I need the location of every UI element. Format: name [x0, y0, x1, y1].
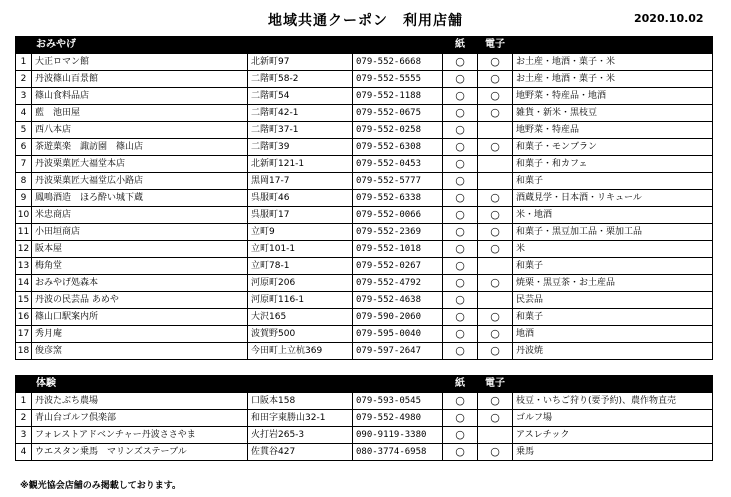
row-number: 16: [16, 309, 32, 326]
shop-category: 和菓子・モンブラン: [513, 139, 713, 156]
shop-category: お土産・地酒・菓子・米: [513, 54, 713, 71]
table-row: [16, 343, 713, 360]
shop-category: 和菓子・黒豆加工品・栗加工品: [513, 224, 713, 241]
shop-name: 丹波栗菓匠大福堂広小路店: [32, 173, 248, 190]
digital-coupon-mark: ○: [478, 54, 513, 71]
table-row: [16, 122, 713, 139]
shop-address: 二階町58-2: [248, 71, 353, 88]
shop-category: 和菓子: [513, 258, 713, 275]
taiken-header-row: [16, 376, 713, 393]
shop-address: 黒岡17-7: [248, 173, 353, 190]
paper-coupon-mark: ○: [443, 139, 478, 156]
row-number: 4: [16, 444, 32, 461]
shop-phone: 079-590-2060: [353, 309, 443, 326]
row-number: 6: [16, 139, 32, 156]
shop-phone: 079-552-0258: [353, 122, 443, 139]
shop-address: 二階町54: [248, 88, 353, 105]
digital-coupon-mark: ○: [478, 71, 513, 88]
shop-address: 河原町116-1: [248, 292, 353, 309]
shop-address: 北新町121-1: [248, 156, 353, 173]
paper-coupon-mark: ○: [443, 258, 478, 275]
row-number: 7: [16, 156, 32, 173]
shop-phone: 079-552-5555: [353, 71, 443, 88]
shop-address: 立町101-1: [248, 241, 353, 258]
shop-name: 俊彦窯: [32, 343, 248, 360]
shop-category: 丹波焼: [513, 343, 713, 360]
col-paper-header: 紙: [443, 376, 478, 393]
col-paper-header: 紙: [443, 37, 478, 54]
paper-coupon-mark: ○: [443, 88, 478, 105]
table-row: [16, 190, 713, 207]
paper-coupon-mark: ○: [443, 54, 478, 71]
row-number: 9: [16, 190, 32, 207]
shop-name: 丹波栗菓匠大福堂本店: [32, 156, 248, 173]
shop-phone: 079-552-4792: [353, 275, 443, 292]
paper-coupon-mark: ○: [443, 427, 478, 444]
taiken-heading: 体験: [16, 376, 248, 393]
row-number: 12: [16, 241, 32, 258]
shop-address: 佐貫谷427: [248, 444, 353, 461]
table-row: [16, 410, 713, 427]
paper-coupon-mark: ○: [443, 343, 478, 360]
digital-coupon-mark: ○: [478, 343, 513, 360]
col-digital-header: 電子: [478, 376, 513, 393]
shop-phone: 079-552-1188: [353, 88, 443, 105]
row-number: 13: [16, 258, 32, 275]
shop-category: 地野菜・特産品: [513, 122, 713, 139]
shop-phone: 079-597-2647: [353, 343, 443, 360]
shop-address: 二階町42-1: [248, 105, 353, 122]
shop-address: 大沢165: [248, 309, 353, 326]
table-row: [16, 173, 713, 190]
shop-address: 立町78-1: [248, 258, 353, 275]
paper-coupon-mark: ○: [443, 275, 478, 292]
shop-phone: 079-552-6668: [353, 54, 443, 71]
row-number: 3: [16, 88, 32, 105]
digital-coupon-mark: ○: [478, 275, 513, 292]
table-row: [16, 309, 713, 326]
taiken-table: [15, 375, 713, 461]
omiyage-header-row: [16, 37, 713, 54]
table-row: [16, 427, 713, 444]
shop-category: 米: [513, 241, 713, 258]
shop-category: アスレチック: [513, 427, 713, 444]
paper-coupon-mark: ○: [443, 224, 478, 241]
paper-coupon-mark: ○: [443, 207, 478, 224]
shop-category: 乗馬: [513, 444, 713, 461]
digital-coupon-mark: [478, 258, 513, 275]
shop-name: 米忠商店: [32, 207, 248, 224]
row-number: 2: [16, 410, 32, 427]
table-row: [16, 444, 713, 461]
shop-phone: 079-552-2369: [353, 224, 443, 241]
paper-coupon-mark: ○: [443, 309, 478, 326]
paper-coupon-mark: ○: [443, 326, 478, 343]
shop-phone: 079-552-4638: [353, 292, 443, 309]
shop-phone: 080-3774-6958: [353, 444, 443, 461]
shop-name: おみやげ処森本: [32, 275, 248, 292]
paper-coupon-mark: ○: [443, 105, 478, 122]
paper-coupon-mark: ○: [443, 190, 478, 207]
shop-address: 今田町上立杭369: [248, 343, 353, 360]
date-label: 2020.10.02: [634, 12, 704, 25]
row-number: 5: [16, 122, 32, 139]
shop-category: 米・地酒: [513, 207, 713, 224]
shop-name: フォレストアドベンチャー丹波ささやま: [32, 427, 248, 444]
paper-coupon-mark: ○: [443, 444, 478, 461]
shop-address: 河原町206: [248, 275, 353, 292]
shop-address: 波賀野500: [248, 326, 353, 343]
table-row: [16, 105, 713, 122]
omiyage-table: [15, 36, 713, 360]
shop-address: 二階町37-1: [248, 122, 353, 139]
digital-coupon-mark: ○: [478, 207, 513, 224]
digital-coupon-mark: ○: [478, 410, 513, 427]
row-number: 1: [16, 54, 32, 71]
shop-address: 呉服町17: [248, 207, 353, 224]
table-row: [16, 258, 713, 275]
shop-name: 大正ロマン館: [32, 54, 248, 71]
row-number: 2: [16, 71, 32, 88]
digital-coupon-mark: ○: [478, 444, 513, 461]
table-row: [16, 275, 713, 292]
shop-name: 西八本店: [32, 122, 248, 139]
shop-name: 藍 池田屋: [32, 105, 248, 122]
shop-name: ウエスタン乗馬 マリンズステーブル: [32, 444, 248, 461]
digital-coupon-mark: ○: [478, 393, 513, 410]
shop-phone: 079-552-0267: [353, 258, 443, 275]
row-number: 1: [16, 393, 32, 410]
shop-phone: 090-9119-3380: [353, 427, 443, 444]
paper-coupon-mark: ○: [443, 71, 478, 88]
shop-phone: 079-593-0545: [353, 393, 443, 410]
shop-category: 和菓子・和カフェ: [513, 156, 713, 173]
shop-address: 口阪本158: [248, 393, 353, 410]
digital-coupon-mark: [478, 173, 513, 190]
digital-coupon-mark: ○: [478, 309, 513, 326]
digital-coupon-mark: ○: [478, 224, 513, 241]
shop-category: 和菓子: [513, 309, 713, 326]
shop-name: 梅角堂: [32, 258, 248, 275]
shop-category: 枝豆・いちご狩り(要予約)、農作物直売: [513, 393, 713, 410]
shop-address: 呉服町46: [248, 190, 353, 207]
row-number: 8: [16, 173, 32, 190]
row-number: 14: [16, 275, 32, 292]
shop-category: 酒蔵見学・日本酒・リキュール: [513, 190, 713, 207]
page-title: 地域共通クーポン 利用店舗: [268, 13, 463, 29]
shop-phone: 079-552-6308: [353, 139, 443, 156]
shop-phone: 079-552-4980: [353, 410, 443, 427]
paper-coupon-mark: ○: [443, 173, 478, 190]
shop-name: 茶遊菓楽 諏訪園 篠山店: [32, 139, 248, 156]
shop-name: 篠山食料品店: [32, 88, 248, 105]
shop-address: 和田字東勝山32-1: [248, 410, 353, 427]
row-number: 15: [16, 292, 32, 309]
table-row: [16, 241, 713, 258]
table-row: [16, 326, 713, 343]
row-number: 10: [16, 207, 32, 224]
row-number: 4: [16, 105, 32, 122]
shop-category: 民芸品: [513, 292, 713, 309]
digital-coupon-mark: ○: [478, 326, 513, 343]
shop-phone: 079-552-0675: [353, 105, 443, 122]
shop-address: 二階町39: [248, 139, 353, 156]
shop-name: 丹波の民芸品 あめや: [32, 292, 248, 309]
table-row: [16, 224, 713, 241]
row-number: 3: [16, 427, 32, 444]
table-row: [16, 156, 713, 173]
omiyage-heading: おみやげ: [16, 37, 248, 54]
shop-name: 秀月庵: [32, 326, 248, 343]
table-row: [16, 207, 713, 224]
row-number: 17: [16, 326, 32, 343]
digital-coupon-mark: ○: [478, 241, 513, 258]
shop-name: 小田垣商店: [32, 224, 248, 241]
digital-coupon-mark: [478, 156, 513, 173]
shop-category: ゴルフ場: [513, 410, 713, 427]
table-row: [16, 139, 713, 156]
shop-phone: 079-552-0453: [353, 156, 443, 173]
shop-name: 丹波篠山百景館: [32, 71, 248, 88]
shop-phone: 079-552-1018: [353, 241, 443, 258]
shop-address: 火打岩265-3: [248, 427, 353, 444]
shop-category: 地酒: [513, 326, 713, 343]
shop-name: 阪本屋: [32, 241, 248, 258]
shop-phone: 079-552-5777: [353, 173, 443, 190]
digital-coupon-mark: ○: [478, 139, 513, 156]
shop-name: 丹波たぶち農場: [32, 393, 248, 410]
paper-coupon-mark: ○: [443, 292, 478, 309]
shop-category: 焼栗・黒豆茶・お土産品: [513, 275, 713, 292]
digital-coupon-mark: ○: [478, 190, 513, 207]
col-digital-header: 電子: [478, 37, 513, 54]
paper-coupon-mark: ○: [443, 122, 478, 139]
table-row: [16, 292, 713, 309]
shop-phone: 079-552-0066: [353, 207, 443, 224]
table-row: [16, 393, 713, 410]
shop-category: 和菓子: [513, 173, 713, 190]
shop-address: 立町9: [248, 224, 353, 241]
digital-coupon-mark: [478, 122, 513, 139]
digital-coupon-mark: ○: [478, 88, 513, 105]
shop-category: 雑貨・新米・黒枝豆: [513, 105, 713, 122]
row-number: 11: [16, 224, 32, 241]
table-row: [16, 71, 713, 88]
shop-phone: 079-595-0040: [353, 326, 443, 343]
paper-coupon-mark: ○: [443, 410, 478, 427]
paper-coupon-mark: ○: [443, 241, 478, 258]
shop-phone: 079-552-6338: [353, 190, 443, 207]
shop-category: お土産・地酒・菓子・米: [513, 71, 713, 88]
shop-category: 地野菜・特産品・地酒: [513, 88, 713, 105]
table-row: [16, 54, 713, 71]
table-row: [16, 88, 713, 105]
paper-coupon-mark: ○: [443, 156, 478, 173]
digital-coupon-mark: [478, 427, 513, 444]
shop-name: 篠山口駅案内所: [32, 309, 248, 326]
digital-coupon-mark: [478, 292, 513, 309]
row-number: 18: [16, 343, 32, 360]
shop-name: 青山台ゴルフ倶楽部: [32, 410, 248, 427]
shop-name: 鳳鳴酒造 ほろ酔い城下蔵: [32, 190, 248, 207]
shop-address: 北新町97: [248, 54, 353, 71]
digital-coupon-mark: ○: [478, 105, 513, 122]
paper-coupon-mark: ○: [443, 393, 478, 410]
footnote: ※観光協会店舗のみ掲載しております。: [20, 481, 182, 491]
